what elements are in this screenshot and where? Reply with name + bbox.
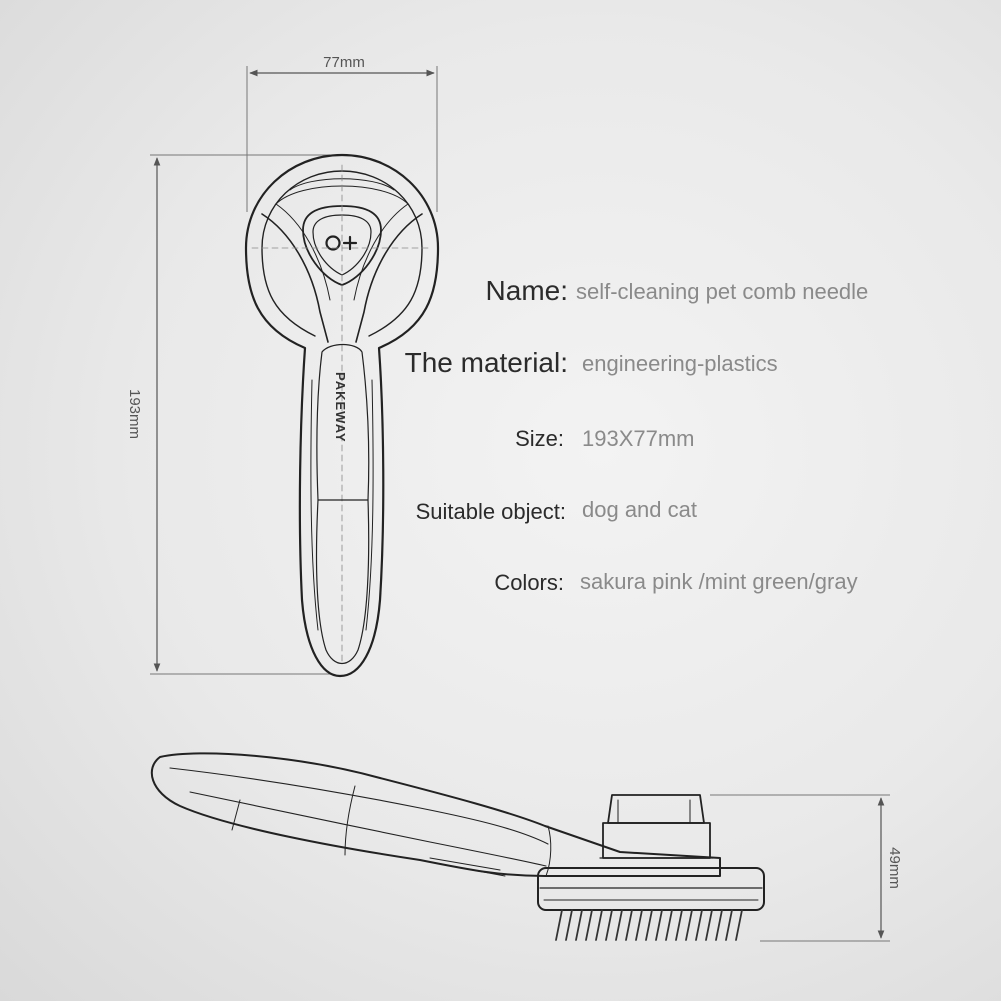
length-dimension-label: 193mm: [126, 388, 143, 440]
height-dimension-label: 49mm: [886, 847, 903, 889]
spec-name-value: self-cleaning pet comb needle: [576, 279, 869, 304]
spec-material-value: engineering-plastics: [582, 351, 778, 376]
length-dimension: [126, 155, 330, 674]
spec-material-label: The material:: [404, 347, 568, 378]
spec-colors-value: sakura pink /mint green/gray: [580, 569, 858, 594]
spec-colors-label: Colors:: [494, 570, 564, 595]
spec-object-label: Suitable object:: [415, 499, 566, 524]
width-dimension-label: 77mm: [323, 54, 365, 71]
spec-object-value: dog and cat: [582, 497, 697, 522]
spec-size-label: Size:: [515, 426, 564, 451]
spec-size-value: 193X77mm: [582, 426, 695, 451]
brand-logo-text: PAKEWAY: [333, 372, 348, 443]
comb-bristles: [556, 910, 742, 940]
spec-name-label: Name:: [485, 275, 568, 306]
comb-side-view: [152, 753, 764, 910]
